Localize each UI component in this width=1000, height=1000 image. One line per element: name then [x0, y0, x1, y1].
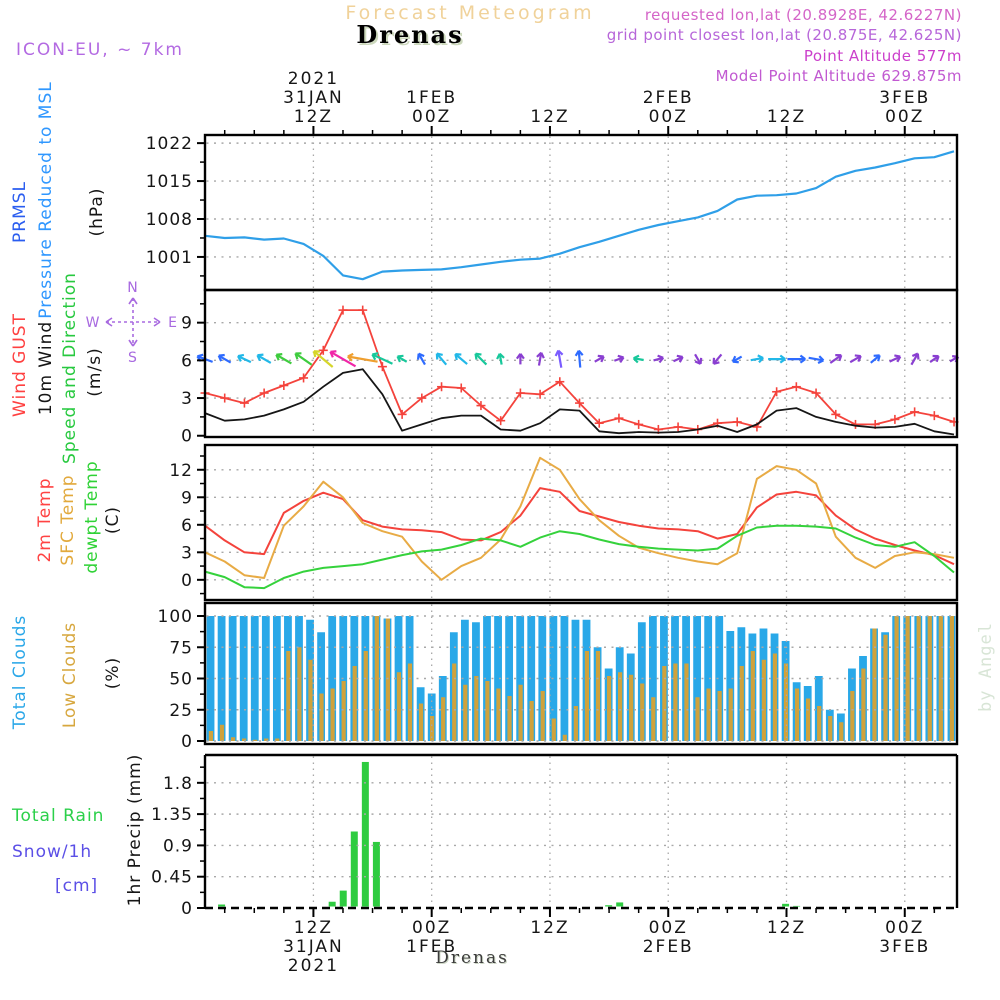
svg-text:0.9: 0.9 — [162, 836, 193, 857]
svg-text:6: 6 — [181, 515, 193, 536]
svg-text:2FEB: 2FEB — [642, 88, 694, 108]
legend-ms-unit: (m/s) — [85, 347, 105, 397]
station-title: Drenas — [356, 20, 464, 49]
svg-text:12: 12 — [169, 460, 193, 481]
panel-wind — [181, 290, 958, 447]
svg-text:25: 25 — [169, 700, 193, 721]
svg-text:1022: 1022 — [145, 134, 193, 155]
frame-pressure — [146, 134, 957, 290]
panel-clouds — [158, 603, 957, 752]
svg-text:0: 0 — [181, 899, 193, 919]
svg-text:0: 0 — [181, 570, 193, 591]
panel-precip — [151, 755, 957, 919]
panel-temp — [169, 445, 957, 600]
wind-arrows — [197, 351, 958, 368]
svg-text:1015: 1015 — [145, 172, 193, 193]
svg-text:12Z: 12Z — [766, 107, 807, 127]
legend-prmsl: PRMSL — [10, 181, 30, 243]
legend-total-rain: Total Rain — [12, 806, 105, 826]
svg-text:12Z: 12Z — [766, 918, 807, 938]
svg-text:1001: 1001 — [145, 247, 193, 268]
point-altitude: Point Altitude 577m — [803, 47, 962, 65]
model-point-altitude: Model Point Altitude 629.875m — [715, 67, 962, 85]
legend-speed-direction: Speed and Direction — [60, 272, 80, 464]
frame-precip — [151, 755, 957, 919]
svg-text:1.8: 1.8 — [162, 773, 193, 794]
svg-text:3: 3 — [181, 543, 193, 564]
svg-text:1.35: 1.35 — [151, 805, 193, 826]
series-pressure — [205, 151, 954, 279]
svg-text:75: 75 — [169, 638, 193, 659]
model-name: ICON-EU, ~ 7km — [16, 40, 184, 60]
series-wind — [201, 306, 959, 435]
legend-dewpt-temp: dewpt Temp — [82, 460, 102, 574]
svg-text:12Z: 12Z — [293, 107, 334, 127]
svg-text:1FEB: 1FEB — [406, 88, 458, 108]
svg-text:3FEB: 3FEB — [879, 937, 931, 957]
legend-10m-wind: 10m Wind — [36, 320, 56, 416]
bars-clouds — [207, 616, 956, 741]
svg-text:12Z: 12Z — [530, 107, 570, 127]
svg-text:N: N — [127, 280, 139, 296]
series-temp — [205, 458, 954, 588]
svg-text:00Z: 00Z — [648, 107, 688, 127]
svg-text:31JAN: 31JAN — [283, 88, 344, 108]
svg-text:3FEB: 3FEB — [879, 88, 931, 108]
legend-cm-unit: [cm] — [55, 876, 99, 896]
requested-coords: requested lon,lat (20.8928E, 42.6227N) — [644, 6, 962, 24]
legend-precip-unit: 1hr Precip (mm) — [125, 753, 145, 907]
svg-text:00Z: 00Z — [412, 918, 452, 938]
svg-text:9: 9 — [181, 488, 193, 509]
panel-pressure — [146, 134, 957, 290]
svg-text:2021: 2021 — [287, 956, 340, 976]
svg-text:00Z: 00Z — [412, 107, 452, 127]
svg-text:50: 50 — [169, 669, 193, 690]
legend-c-unit: (C) — [103, 505, 123, 535]
svg-text:00Z: 00Z — [885, 107, 925, 127]
svg-text:31JAN: 31JAN — [283, 937, 344, 957]
svg-text:00Z: 00Z — [648, 918, 688, 938]
legend-pct-unit: (%) — [103, 656, 123, 690]
grid-point-coords: grid point closest lon,lat (20.875E, 42.625N) — [606, 26, 962, 44]
legend-hpa-unit: (hPa) — [87, 187, 107, 237]
svg-text:2FEB: 2FEB — [642, 937, 694, 957]
legend-2m-temp: 2m Temp — [35, 477, 55, 563]
svg-text:1FEB: 1FEB — [406, 937, 458, 957]
svg-text:S: S — [128, 350, 138, 366]
svg-text:00Z: 00Z — [885, 918, 925, 938]
footer-station: Drenas — [435, 948, 509, 968]
svg-text:2021: 2021 — [287, 69, 340, 89]
legend-sfc-temp: SFC Temp — [58, 474, 78, 566]
svg-text:W: W — [85, 315, 101, 331]
svg-text:6: 6 — [181, 351, 193, 372]
legend-total-clouds: Total Clouds — [10, 614, 30, 730]
svg-text:3: 3 — [181, 389, 193, 410]
svg-text:1008: 1008 — [145, 210, 193, 231]
time-axis-bottom — [225, 908, 935, 976]
legend-pressure-reduced: Pressure Reduced to MSL — [36, 81, 56, 319]
compass-icon — [86, 280, 178, 366]
svg-text:100: 100 — [157, 607, 193, 627]
svg-text:E: E — [168, 315, 178, 331]
svg-text:0.45: 0.45 — [151, 867, 193, 888]
legend-wind-gust: Wind GUST — [10, 313, 30, 417]
svg-text:0: 0 — [181, 426, 193, 447]
bars-precip — [218, 762, 800, 907]
time-axis-top — [225, 69, 935, 135]
legend-low-clouds: Low Clouds — [60, 621, 80, 729]
svg-text:0: 0 — [181, 732, 193, 752]
author-watermark: by Angel — [976, 622, 996, 712]
page-title: Forecast Meteogram — [345, 2, 595, 24]
svg-text:12Z: 12Z — [530, 918, 570, 938]
svg-text:12Z: 12Z — [293, 918, 334, 938]
legend-snow: Snow/1h — [12, 842, 93, 862]
svg-text:9: 9 — [181, 313, 193, 334]
